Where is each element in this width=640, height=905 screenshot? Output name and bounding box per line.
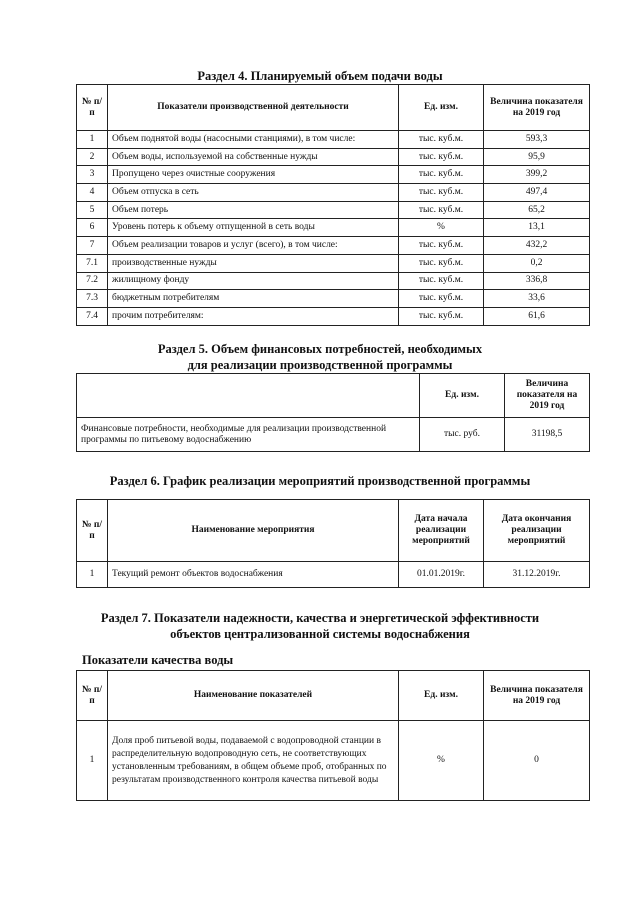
col-value-header: Величина показателя на 2019 год	[484, 85, 590, 131]
schedule-table	[76, 499, 590, 588]
indicator-name: Объем отпуска в сеть	[108, 184, 399, 202]
section-7-title-wrap	[0, 610, 640, 642]
col-indicator-header: Наименование показателей	[108, 671, 399, 721]
section-7-subtitle: Показатели качества воды	[82, 653, 234, 667]
activity-name: Текущий ремонт объектов водоснабжения	[108, 562, 399, 588]
row-number: 1	[77, 562, 108, 588]
section-7-title-line2: объектов централизованной системы водоснабжения	[170, 627, 470, 641]
col-unit-header: Ед. изм.	[399, 671, 484, 721]
row-number: 5	[77, 201, 108, 219]
table-row	[77, 237, 590, 255]
water-supply-table	[76, 84, 590, 326]
table-row	[77, 166, 590, 184]
table-row	[77, 562, 590, 588]
col-end-date-header: Дата окончания реализации мероприятий	[484, 500, 590, 562]
quality-indicator-name: Доля проб питьевой воды, подаваемой с водопроводной станции в распределительную водопроводную сеть, не соответствующих установленным требованиям, в общем объеме проб, отобранных по результатам производственного контроля качества питьевой воды	[108, 721, 399, 801]
table-header-row	[77, 374, 590, 418]
col-number-header: № п/п	[77, 671, 108, 721]
section-7-subtitle-wrap	[82, 652, 233, 668]
unit: тыс. куб.м.	[399, 166, 484, 184]
financial-needs-unit: тыс. руб.	[420, 418, 505, 452]
unit: тыс. куб.м.	[399, 254, 484, 272]
water-quality-table	[76, 670, 590, 801]
financial-needs-label: Финансовые потребности, необходимые для реализации производственной программы по питьевому водоснабжению	[77, 418, 420, 452]
section-6-title-wrap	[0, 473, 640, 489]
indicator-name: Уровень потерь к объему отпущенной в сеть воды	[108, 219, 399, 237]
col-unit-header: Ед. изм.	[399, 85, 484, 131]
indicator-name: производственные нужды	[108, 254, 399, 272]
indicator-name: Объем воды, используемой на собственные нужды	[108, 148, 399, 166]
table-row	[77, 219, 590, 237]
table-row	[77, 201, 590, 219]
end-date: 31.12.2019г.	[484, 562, 590, 588]
value: 432,2	[484, 237, 590, 255]
col-value-header: Величина показателя на 2019 год	[505, 374, 590, 418]
col-start-date-header: Дата начала реализации мероприятий	[399, 500, 484, 562]
col-value-header: Величина показателя на 2019 год	[484, 671, 590, 721]
value: 593,3	[484, 131, 590, 149]
unit: тыс. куб.м.	[399, 307, 484, 325]
indicator-name: жилищному фонду	[108, 272, 399, 290]
table-row	[77, 290, 590, 308]
table-header-row	[77, 85, 590, 131]
section-5-title-wrap	[0, 341, 640, 373]
water-supply-table-body	[77, 131, 590, 326]
value: 399,2	[484, 166, 590, 184]
unit: тыс. куб.м.	[399, 201, 484, 219]
indicator-name: Пропущено через очистные сооружения	[108, 166, 399, 184]
col-unit-header: Ед. изм.	[420, 374, 505, 418]
indicator-name: бюджетным потребителям	[108, 290, 399, 308]
value: 61,6	[484, 307, 590, 325]
start-date: 01.01.2019г.	[399, 562, 484, 588]
table-row	[77, 418, 590, 452]
section-7-title-line1: Раздел 7. Показатели надежности, качества и энергетической эффективности	[100, 611, 540, 625]
col-number-header: № п/п	[77, 500, 108, 562]
unit: тыс. куб.м.	[399, 148, 484, 166]
financial-needs-value: 31198,5	[505, 418, 590, 452]
value: 336,8	[484, 272, 590, 290]
section-4-title: Раздел 4. Планируемый объем подачи воды	[197, 69, 443, 83]
indicator-name: Объем реализации товаров и услуг (всего), в том числе:	[108, 237, 399, 255]
row-number: 7.2	[77, 272, 108, 290]
row-number: 7	[77, 237, 108, 255]
table-row	[77, 254, 590, 272]
value: 33,6	[484, 290, 590, 308]
row-number: 4	[77, 184, 108, 202]
unit: тыс. куб.м.	[399, 237, 484, 255]
quality-indicator-value: 0	[484, 721, 590, 801]
indicator-name: Объем поднятой воды (насосными станциями), в том числе:	[108, 131, 399, 149]
table-row	[77, 272, 590, 290]
financial-needs-table	[76, 373, 590, 452]
table-row	[77, 131, 590, 149]
table-header-row	[77, 500, 590, 562]
value: 13,1	[484, 219, 590, 237]
value: 95,9	[484, 148, 590, 166]
section-6-title: Раздел 6. График реализации мероприятий производственной программы	[109, 474, 531, 488]
row-number: 7.4	[77, 307, 108, 325]
section-5-title-line1: Раздел 5. Объем финансовых потребностей, необходимых	[157, 342, 483, 356]
unit: тыс. куб.м.	[399, 184, 484, 202]
value: 0,2	[484, 254, 590, 272]
table-row	[77, 184, 590, 202]
row-number: 7.1	[77, 254, 108, 272]
col-indicator-header: Показатели производственной деятельности	[108, 85, 399, 131]
table-header-row	[77, 671, 590, 721]
unit: тыс. куб.м.	[399, 272, 484, 290]
section-5-title-line2: для реализации производственной программы	[187, 358, 453, 372]
section-4-title-wrap	[0, 68, 640, 84]
table-row	[77, 307, 590, 325]
col-number-header: № п/п	[77, 85, 108, 131]
unit: %	[399, 219, 484, 237]
row-number: 1	[77, 721, 108, 801]
indicator-name: Объем потерь	[108, 201, 399, 219]
row-number: 6	[77, 219, 108, 237]
unit: тыс. куб.м.	[399, 290, 484, 308]
col-blank-header	[77, 374, 420, 418]
indicator-name: прочим потребителям:	[108, 307, 399, 325]
value: 65,2	[484, 201, 590, 219]
row-number: 2	[77, 148, 108, 166]
table-row	[77, 148, 590, 166]
row-number: 3	[77, 166, 108, 184]
value: 497,4	[484, 184, 590, 202]
row-number: 1	[77, 131, 108, 149]
unit: тыс. куб.м.	[399, 131, 484, 149]
col-activity-header: Наименование мероприятия	[108, 500, 399, 562]
table-row	[77, 721, 590, 801]
row-number: 7.3	[77, 290, 108, 308]
quality-indicator-unit: %	[399, 721, 484, 801]
